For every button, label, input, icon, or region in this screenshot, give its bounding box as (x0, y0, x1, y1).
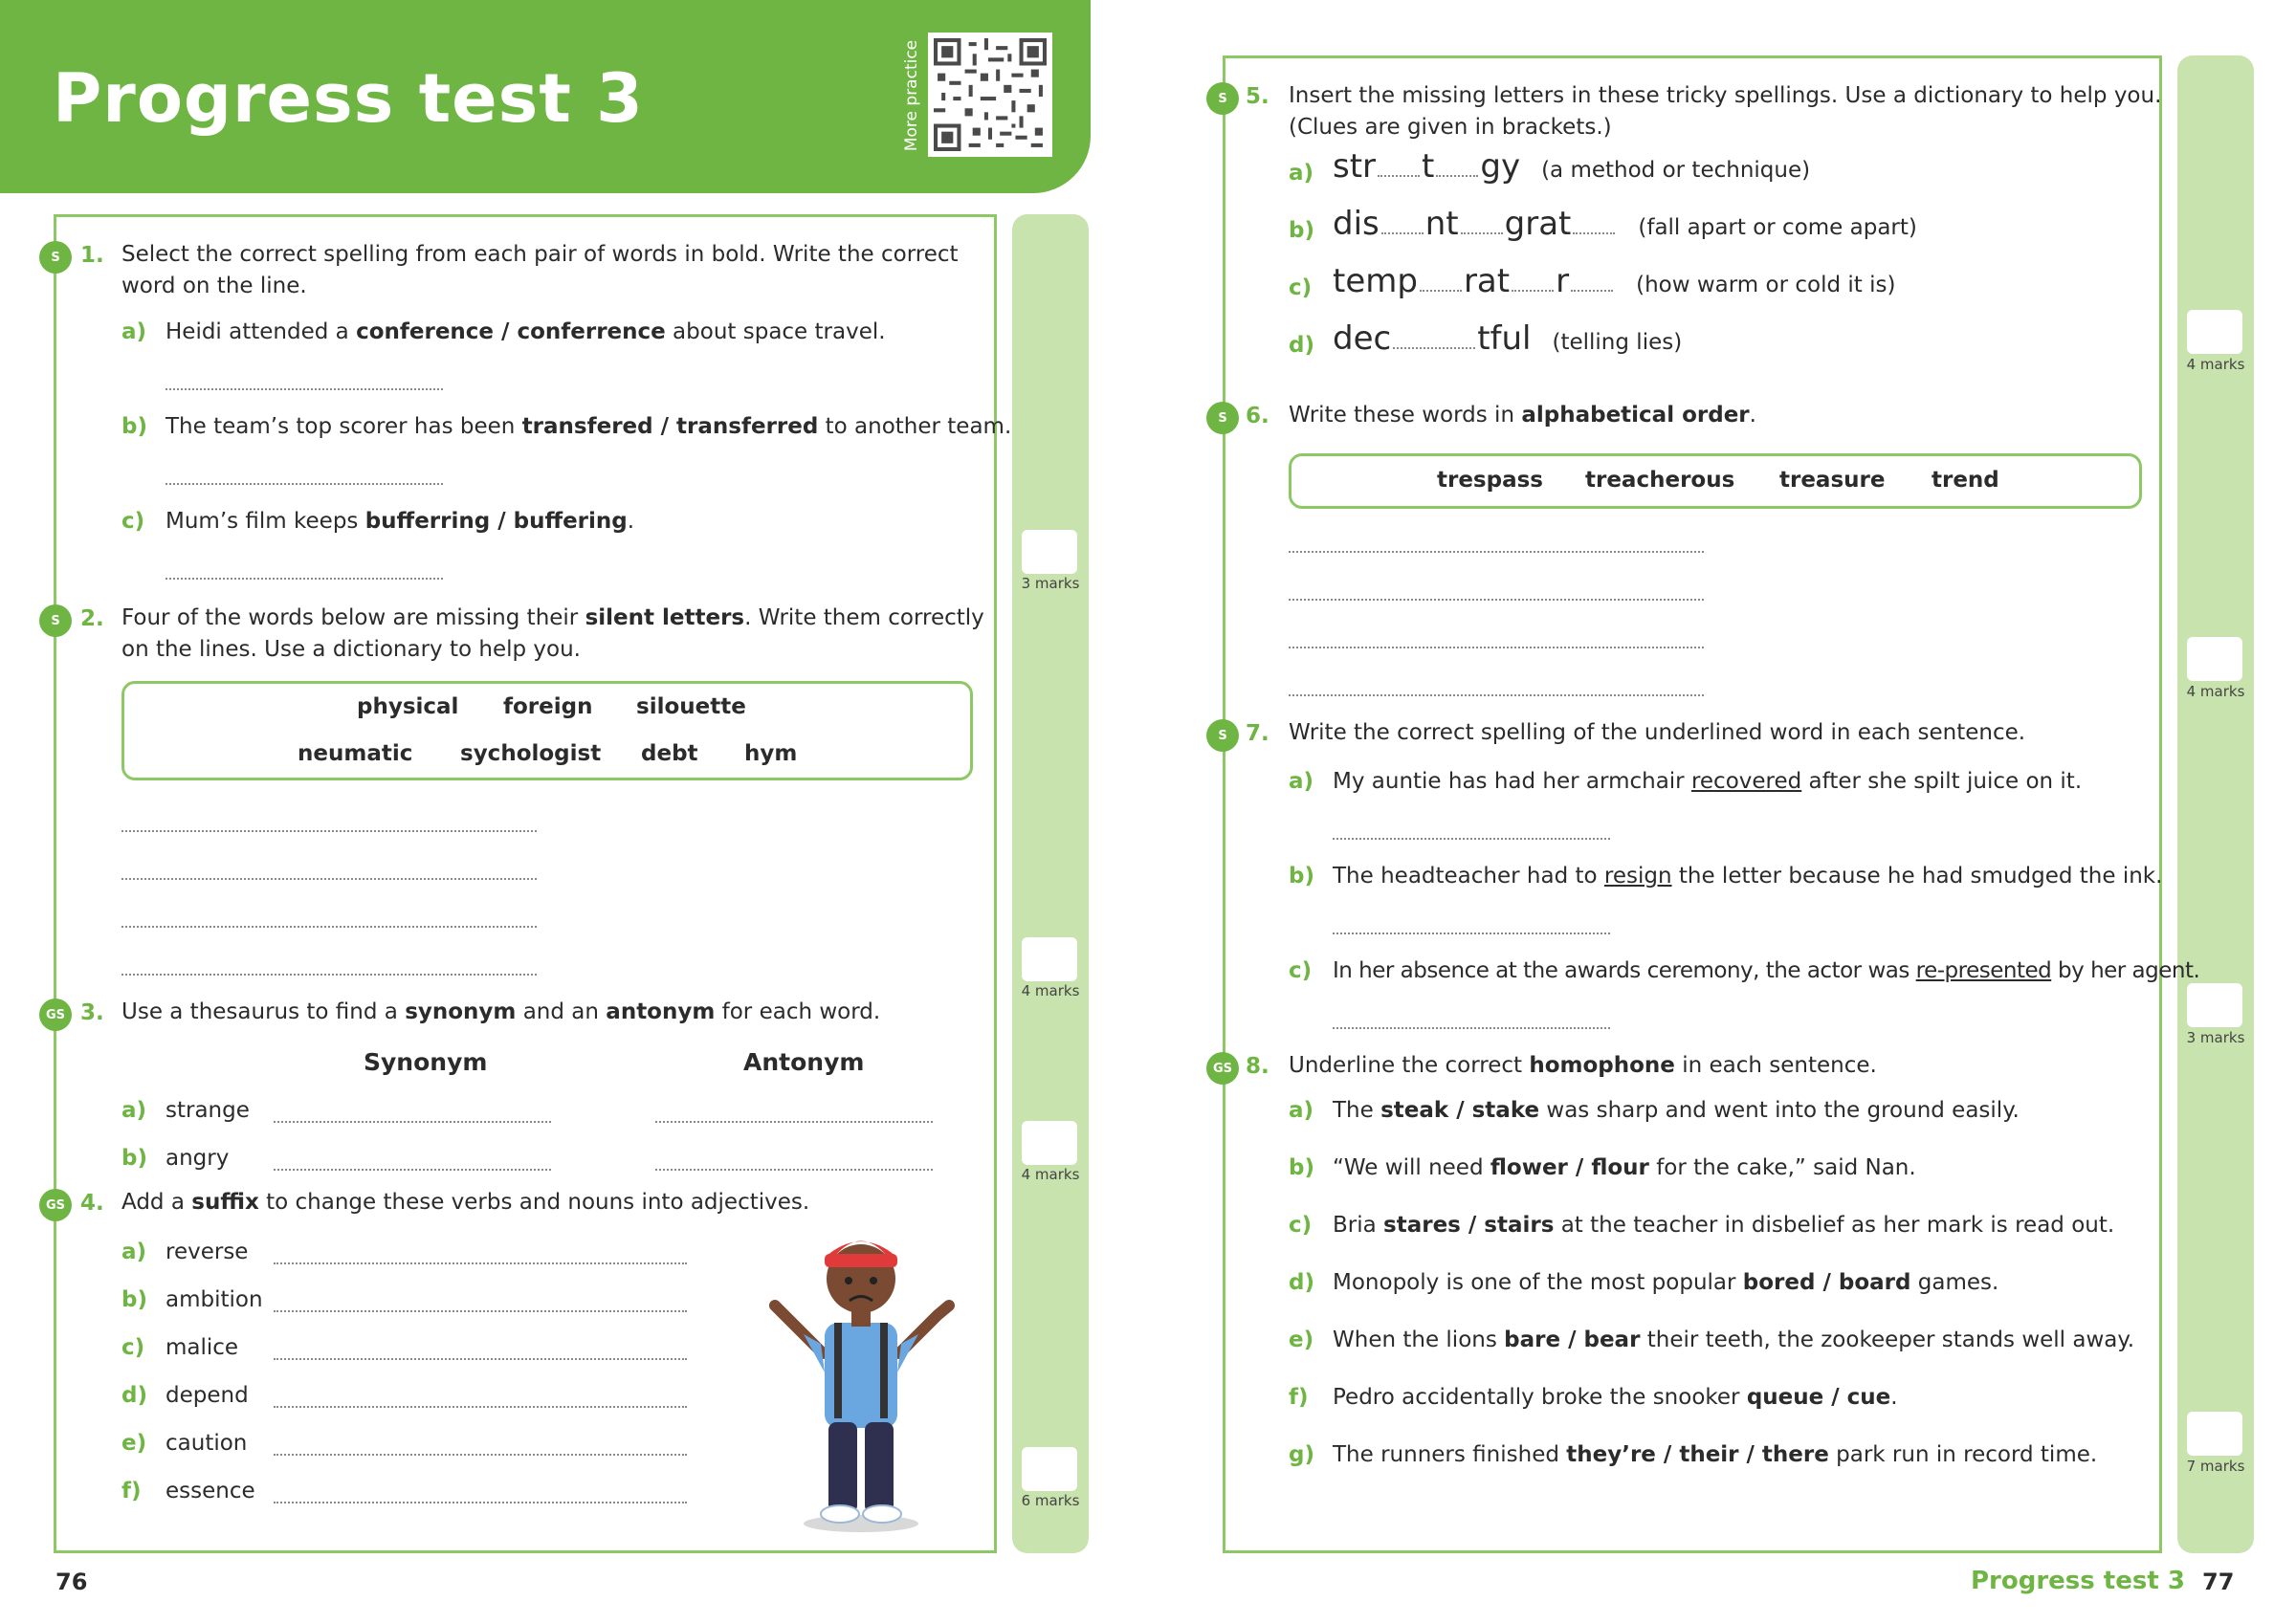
left-marks-column (1012, 214, 1089, 1553)
missing-letters-line[interactable] (1571, 290, 1613, 292)
mark-box[interactable] (1022, 1121, 1077, 1165)
item-text: Heidi attended a conference / conferrence about space travel. (166, 319, 886, 344)
item-label: c) (1289, 1213, 1313, 1238)
shrugging-boy-illustration (765, 1210, 957, 1535)
item-label: b) (121, 1287, 147, 1312)
right-marks-column (2177, 55, 2254, 1553)
mark-label: 7 marks (2186, 1458, 2245, 1475)
mark-box[interactable] (1022, 1447, 1077, 1491)
answer-line[interactable] (274, 1310, 687, 1312)
answer-line[interactable] (166, 388, 443, 390)
item-label: c) (1289, 958, 1313, 983)
column-heading-synonym: Synonym (364, 1048, 488, 1076)
answer-line[interactable] (166, 578, 443, 580)
homophone-sentence[interactable]: The runners finished they’re / their / there park run in record time. (1333, 1442, 2098, 1467)
question-text: Write these words in alphabetical order. (1289, 403, 1756, 428)
antonym-answer-line[interactable] (655, 1121, 933, 1123)
word: neumatic (298, 741, 413, 766)
homophone-sentence[interactable]: Bria stares / stairs at the teacher in disbelief as her mark is read out. (1333, 1213, 2115, 1238)
question-number: 3. (80, 1000, 104, 1025)
item-word: ambition (166, 1287, 263, 1312)
answer-line[interactable] (274, 1406, 687, 1408)
mark-box[interactable] (2187, 310, 2242, 354)
homophone-sentence[interactable]: “We will need flower / flour for the cake,” said Nan. (1333, 1155, 1916, 1180)
answer-line[interactable] (121, 878, 537, 880)
qr-label: More practice (902, 39, 921, 152)
item-label: d) (1289, 1270, 1314, 1295)
mark-label: 6 marks (1021, 1492, 1080, 1509)
item-text: Mum’s film keeps bufferring / buffering. (166, 509, 635, 534)
question-badge: S (1206, 402, 1239, 434)
page-number: 77 (2202, 1569, 2235, 1595)
missing-letters-line[interactable] (1381, 232, 1424, 234)
mark-box[interactable] (1022, 530, 1077, 574)
mark-box[interactable] (1022, 937, 1077, 981)
question-badge: S (1206, 82, 1239, 115)
missing-letters-line[interactable] (1436, 175, 1478, 177)
answer-line[interactable] (1333, 838, 1610, 840)
item-label: e) (121, 1431, 147, 1456)
item-label: a) (121, 319, 147, 344)
mark-label: 3 marks (1021, 575, 1080, 592)
mark-label: 3 marks (2186, 1029, 2245, 1046)
question-text: Four of the words below are missing their silent letters. Write them correctly on the lines. Use a dictionary to help you. (121, 605, 984, 662)
item-label: a) (121, 1098, 147, 1123)
answer-line[interactable] (121, 974, 537, 976)
spelling-item: str t gy (a method or technique) (1333, 147, 1811, 186)
question-badge: S (39, 604, 72, 637)
question-text: Use a thesaurus to find a synonym and an antonym for each word. (121, 999, 881, 1024)
answer-line[interactable] (121, 926, 537, 928)
item-label: d) (1289, 333, 1314, 358)
word: debt (641, 741, 698, 766)
word: hym (744, 741, 798, 766)
answer-line[interactable] (274, 1502, 687, 1503)
answer-line[interactable] (274, 1358, 687, 1360)
question-text: Add a suffix to change these verbs and nouns into adjectives. (121, 1190, 810, 1215)
item-label: b) (1289, 864, 1314, 889)
item-label: f) (1289, 1385, 1309, 1410)
item-label: b) (121, 1146, 147, 1171)
answer-line[interactable] (1289, 599, 1704, 601)
question-badge: GS (1206, 1052, 1239, 1085)
item-label: b) (1289, 218, 1314, 243)
item-label: a) (121, 1240, 147, 1264)
item-label: c) (121, 509, 145, 534)
mark-box[interactable] (2187, 983, 2242, 1027)
item-word: caution (166, 1431, 248, 1456)
missing-letters-line[interactable] (1393, 347, 1475, 349)
word: physical (357, 694, 459, 719)
page-title: Progress test 3 (53, 59, 644, 138)
missing-letters-line[interactable] (1420, 290, 1462, 292)
mark-box[interactable] (2187, 1412, 2242, 1456)
homophone-sentence[interactable]: The steak / stake was sharp and went into the ground easily. (1333, 1098, 2020, 1123)
item-word: malice (166, 1335, 239, 1360)
item-text: The headteacher had to resign the letter because he had smudged the ink. (1333, 864, 2163, 889)
question-text: Write the correct spelling of the underlined word in each sentence. (1289, 720, 2026, 745)
spelling-item: dis nt grat (fall apart or come apart) (1333, 205, 1917, 243)
word: trend (1932, 468, 1999, 493)
word: foreign (503, 694, 593, 719)
item-label: b) (121, 414, 147, 439)
homophone-sentence[interactable]: Monopoly is one of the most popular bored / board games. (1333, 1270, 1999, 1295)
question-number: 2. (80, 606, 104, 631)
antonym-answer-line[interactable] (655, 1169, 933, 1171)
question-text: Insert the missing letters in these tricky spellings. Use a dictionary to help you. (Clues are given in brackets.) (1289, 83, 2162, 140)
question-number: 4. (80, 1191, 104, 1216)
item-label: a) (1289, 769, 1314, 794)
answer-line[interactable] (1333, 1027, 1610, 1029)
item-label: b) (1289, 1155, 1314, 1180)
answer-line[interactable] (1289, 694, 1704, 696)
mark-box[interactable] (2187, 637, 2242, 681)
missing-letters-line[interactable] (1461, 232, 1503, 234)
item-word: reverse (166, 1240, 249, 1264)
question-number: 8. (1246, 1054, 1269, 1079)
item-label: d) (121, 1383, 147, 1408)
word: treacherous (1585, 468, 1735, 493)
footer-title: Progress test 3 (1971, 1567, 2185, 1595)
question-text: Underline the correct homophone in each sentence. (1289, 1053, 1877, 1078)
qr-code-icon[interactable] (928, 33, 1052, 157)
page-number: 76 (55, 1569, 88, 1595)
word: trespass (1437, 468, 1543, 493)
item-text: The team’s top scorer has been transfered / transferred to another team. (166, 414, 1012, 439)
question-badge: GS (39, 1189, 72, 1221)
homophone-sentence[interactable]: When the lions bare / bear their teeth, the zookeeper stands well away. (1333, 1328, 2135, 1352)
item-word: depend (166, 1383, 249, 1408)
question-number: 7. (1246, 721, 1269, 746)
item-label: g) (1289, 1442, 1314, 1467)
question-badge: S (39, 241, 72, 274)
item-word: strange (166, 1098, 250, 1123)
mark-label: 4 marks (2186, 683, 2245, 700)
question-number: 6. (1246, 404, 1269, 428)
question-number: 5. (1246, 84, 1269, 109)
question-badge: S (1206, 719, 1239, 752)
mark-label: 4 marks (1021, 982, 1080, 999)
question-badge: GS (39, 999, 72, 1031)
answer-line[interactable] (274, 1262, 687, 1264)
item-text: My auntie has had her armchair recovered after she spilt juice on it. (1333, 769, 2083, 794)
answer-line[interactable] (1333, 933, 1610, 934)
answer-line[interactable] (274, 1454, 687, 1456)
answer-line[interactable] (166, 483, 443, 485)
column-heading-antonym: Antonym (743, 1048, 865, 1076)
spelling-item: dec tful (telling lies) (1333, 319, 1683, 358)
question-number: 1. (80, 243, 104, 268)
word: treasure (1779, 468, 1886, 493)
item-label: f) (121, 1479, 142, 1503)
answer-line[interactable] (1289, 551, 1704, 553)
synonym-answer-line[interactable] (274, 1169, 551, 1171)
item-word: angry (166, 1146, 230, 1171)
question-text: Select the correct spelling from each pair of words in bold. Write the correct word on the line. (121, 242, 959, 298)
answer-line[interactable] (1289, 647, 1704, 648)
item-text: In her absence at the awards ceremony, the actor was re-presented by her agent. (1333, 958, 2200, 983)
item-label: a) (1289, 1098, 1314, 1123)
answer-line[interactable] (121, 830, 537, 832)
item-label: c) (1289, 275, 1313, 300)
missing-letters-line[interactable] (1512, 290, 1554, 292)
missing-letters-line[interactable] (1573, 232, 1615, 234)
item-label: a) (1289, 161, 1314, 186)
spelling-item: temp rat r (how warm or cold it is) (1333, 262, 1896, 300)
homophone-sentence[interactable]: Pedro accidentally broke the snooker queue / cue. (1333, 1385, 1898, 1410)
mark-label: 4 marks (2186, 356, 2245, 373)
item-word: essence (166, 1479, 255, 1503)
word: silouette (636, 694, 746, 719)
word: sychologist (460, 741, 602, 766)
missing-letters-line[interactable] (1378, 175, 1420, 177)
item-label: e) (1289, 1328, 1314, 1352)
item-label: c) (121, 1335, 145, 1360)
mark-label: 4 marks (1021, 1166, 1080, 1183)
synonym-answer-line[interactable] (274, 1121, 551, 1123)
